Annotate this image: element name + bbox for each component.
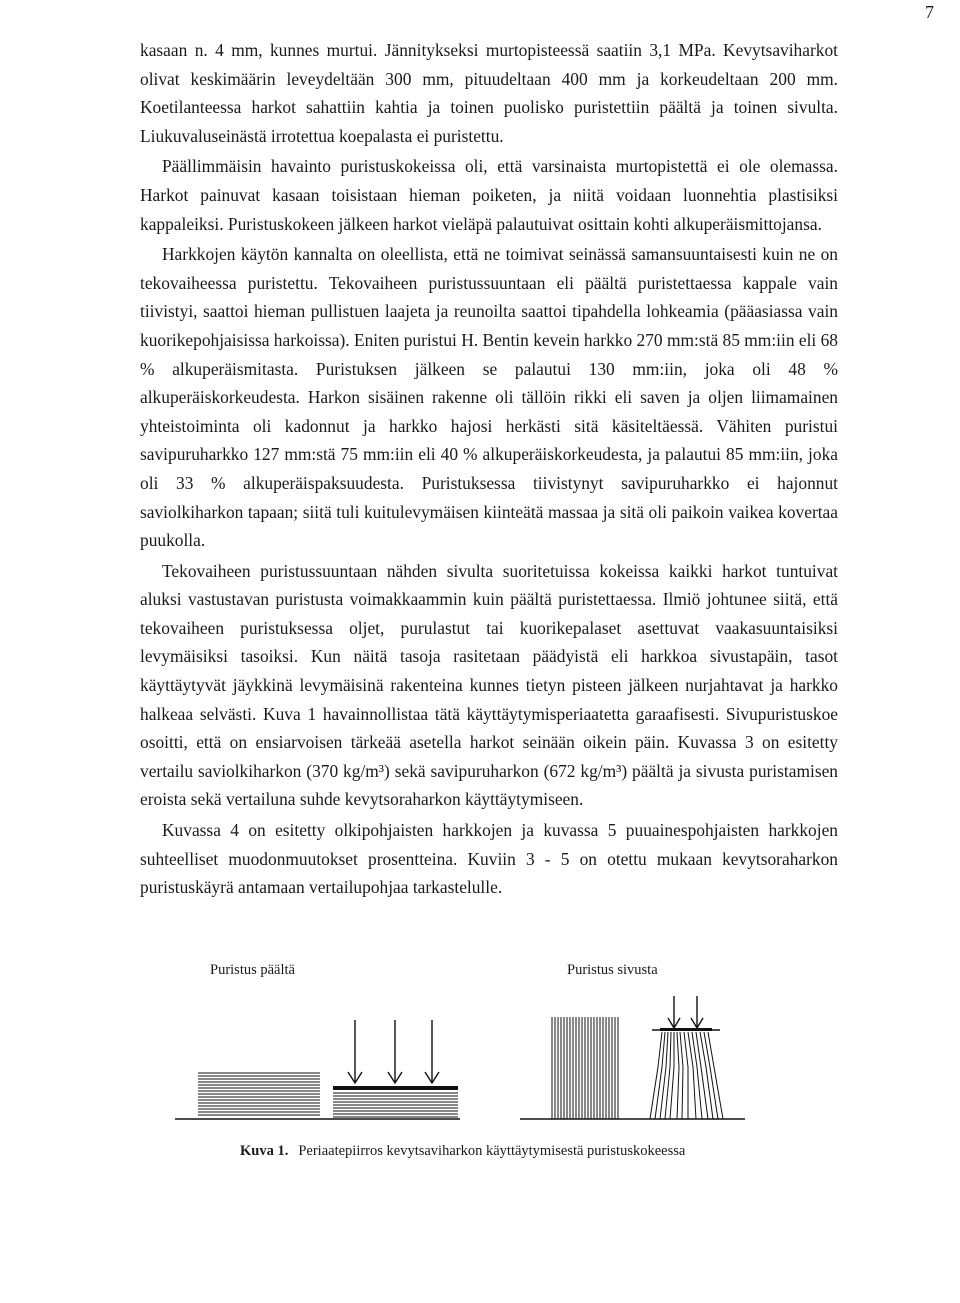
figure-label-top-compression: Puristus päältä — [210, 962, 295, 978]
uncompressed-block-vertical — [552, 1017, 618, 1119]
caption-text: Periaatepiirros kevytsaviharkon käyttäytymisestä puristuskokeessa — [298, 1143, 686, 1159]
compression-diagram — [160, 962, 780, 1132]
arrows-side-compression — [668, 996, 703, 1028]
page-number: 7 — [925, 2, 934, 22]
compressed-block-horizontal — [333, 1086, 458, 1117]
figure-caption — [240, 1143, 685, 1160]
buckled-block-vertical — [650, 1028, 723, 1119]
figure-label-side-compression: Puristus sivusta — [567, 962, 658, 978]
figure-1 — [160, 962, 780, 1132]
paragraph-4: Tekovaiheen puristussuuntaan nähden sivulta suoritetuissa kokeissa kaikki harkot tuntuivat aluksi vastustavan puristusta voimakkaammin kuin päältä puristettaessa. Ilmiö johtunee siitä, että tekovaiheen puristuksessa oljet, purulastut tai kuorikepalaset asettuvat vaakasuuntaisiksi levymäisiksi tasoiksi. Kun näitä tasoja rasitetaan päädyistä eli harkkoa sivustapäin, tasot käyttäytyvät jäykkinä levymäisinä rakenteina kunnes tietyn pisteen jälkeen nurjahtavat ja harkko halkeaa selvästi. Kuva 1 havainnollistaa tätä käyttäytymisperiaatetta garaafisesti. Sivupuristuskoe osoitti, että on ensiarvoisen tärkeää asetella harkot seinään oikein päin. Kuvassa 3 on esitetty vertailu saviolkiharkon (370 kg/m³) sekä savipuruharkon (672 kg/m³) päältä ja sivusta puristamisen eroista sekä vertailuna suhde kevytsoraharkon käyttäytymiseen. — [140, 560, 838, 810]
body-text — [140, 36, 838, 904]
paragraph-5: Kuvassa 4 on esitetty olkipohjaisten harkkojen ja kuvassa 5 puuainespohjaisten harkkojen suhteelliset muodonmuutokset prosentteina. Kuviin 3 - 5 on otettu mukaan kevytsoraharkon puristuskäyrä antamaan vertailupohjaa tarkastelulle. — [140, 820, 838, 898]
paragraph-2: Päällimmäisin havainto puristuskokeissa oli, että varsinaista murtopistettä ei ole olemassa. Harkot painuvat kasaan toisistaan hieman poiketen, ja niitä voidaan luonnehtia plastisiksi kappaleiksi. Puristuskokeen jälkeen harkot vieläpä palautuivat osittain kohti alkuperäismittojansa. — [140, 156, 838, 234]
caption-label: Kuva 1. — [240, 1143, 289, 1159]
paragraph-3: Harkkojen käytön kannalta on oleellista, että ne toimivat seinässä samansuuntaisesti kuin ne on tekovaiheessa puristettu. Tekovaiheen puristussuuntaan eli päältä puristettaessa kappale vain tiivistyi, saattoi hieman pullistuen laajeta ja reunoilta saattoi tipahdella lohkeamia (pääasiassa vain kuorikepohjaisissa harkoissa). Eniten puristui H. Bentin kevein harkko 270 mm:stä 85 mm:iin eli 68 % alkuperäismitasta. Puristuksen jälkeen se palautui 130 mm:iin, joka oli 48 % alkuperäiskorkeudesta. Harkon sisäinen rakenne oli tällöin rikki eli saven ja oljen liimamainen yhteistoiminta oli kadonnut ja harkko hajosi herkästi sitä käsiteltäessä. Vähiten puristui savipuruharkko 127 mm:stä 75 mm:iin eli 40 % alkuperäiskorkeudesta, ja palautui 85 mm:iin, joka oli 33 % alkuperäispaksuudesta. Puristuksessa tiivistynyt savipuruharkko ei hajonnut saviolkiharkon tapaan; siitä tuli kuitulevymäisen kiinteätä massaa ja sitä oli paikoin vaikea kovertaa puukolla. — [140, 244, 838, 551]
arrows-top-compression — [348, 1020, 439, 1083]
uncompressed-block-horizontal — [198, 1073, 320, 1115]
paragraph-1: kasaan n. 4 mm, kunnes murtui. Jännitykseksi murtopisteessä saatiin 3,1 MPa. Kevytsaviharkot olivat keskimäärin leveydeltään 300 mm, pituudeltaan 400 mm ja korkeudeltaan 200 mm. Koetilanteessa harkot sahattiin kahtia ja toinen puolisko puristettiin päältä ja toinen sivulta. Liukuvaluseinästä irrotettua koepalasta ei puristettu. — [140, 40, 838, 146]
